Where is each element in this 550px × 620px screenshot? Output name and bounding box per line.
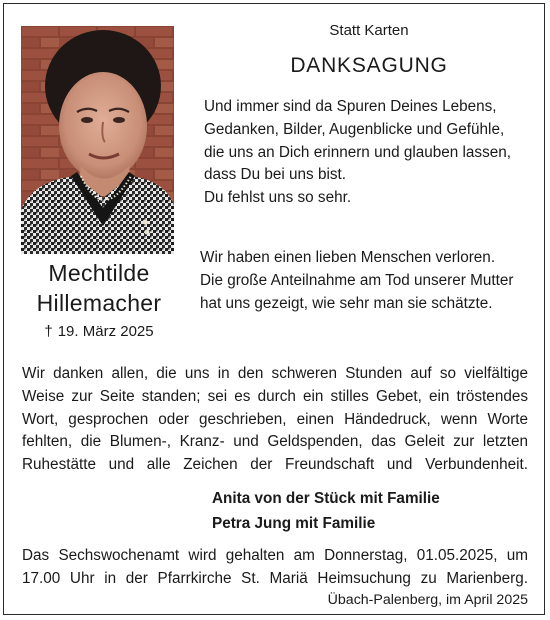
poem-line: dass Du bei uns bist.: [204, 166, 346, 184]
header-statt-karten: Statt Karten: [329, 22, 409, 39]
deceased-first-name: Mechtilde: [48, 260, 150, 286]
mass-announcement: [22, 545, 528, 591]
thanks-line: Wir danken allen, die uns in den schweren Stunden auf so vielfältige: [22, 365, 528, 382]
deceased-name-block: [16, 258, 182, 342]
signature-line: Anita von der Stück mit Familie: [212, 490, 440, 507]
signature-line: Petra Jung mit Familie: [212, 515, 376, 532]
death-date: 19. März 2025: [57, 323, 154, 340]
poem-line: Und immer sind da Spuren Deines Lebens,: [204, 98, 497, 115]
thanks-paragraph: [22, 363, 528, 477]
thanks-line: fehlten, die Blumen-, Kranz- und Geldspenden, das Geleit zur letzten: [22, 433, 528, 451]
death-date-line: [16, 322, 182, 342]
page-title: DANKSAGUNG: [290, 54, 448, 77]
deceased-last-name: Hillemacher: [36, 290, 162, 316]
poem-line: die uns an Dich erinnern und glauben lassen,: [204, 143, 511, 161]
loss-paragraph: [200, 247, 545, 315]
loss-line: Wir haben einen lieben Menschen verloren.: [200, 249, 496, 266]
signatures: [212, 486, 532, 536]
poem: [204, 96, 542, 210]
cross-icon: †: [44, 323, 53, 340]
portrait-photo: [21, 26, 174, 254]
place-date: Übach-Palenberg, im April 2025: [327, 592, 528, 608]
mass-line: Das Sechswochenamt wird gehalten am Donnerstag, 01.05.2025, um: [22, 547, 528, 564]
poem-line: Gedanken, Bilder, Augenblicke und Gefühle,: [204, 120, 505, 138]
thanks-line: Wort, gesprochen oder geschrieben, einen Händedruck, wenn Worte: [22, 410, 528, 428]
loss-line: Die große Anteilnahme am Tod unserer Mutter: [200, 271, 514, 289]
poem-line: Du fehlst uns so sehr.: [204, 189, 352, 207]
mass-line: 17.00 Uhr in der Pfarrkirche St. Mariä Heimsuchung zu Marienberg.: [22, 569, 528, 587]
thanks-line: Weise zur Seite standen; sei es durch ein stilles Gebet, ein tröstendes: [22, 387, 528, 405]
thanks-line: Ruhestätte und alle Zeichen der Freundschaft und Verbundenheit.: [22, 456, 528, 474]
loss-line: hat uns gezeigt, wie sehr man sie schätzte.: [200, 294, 493, 312]
